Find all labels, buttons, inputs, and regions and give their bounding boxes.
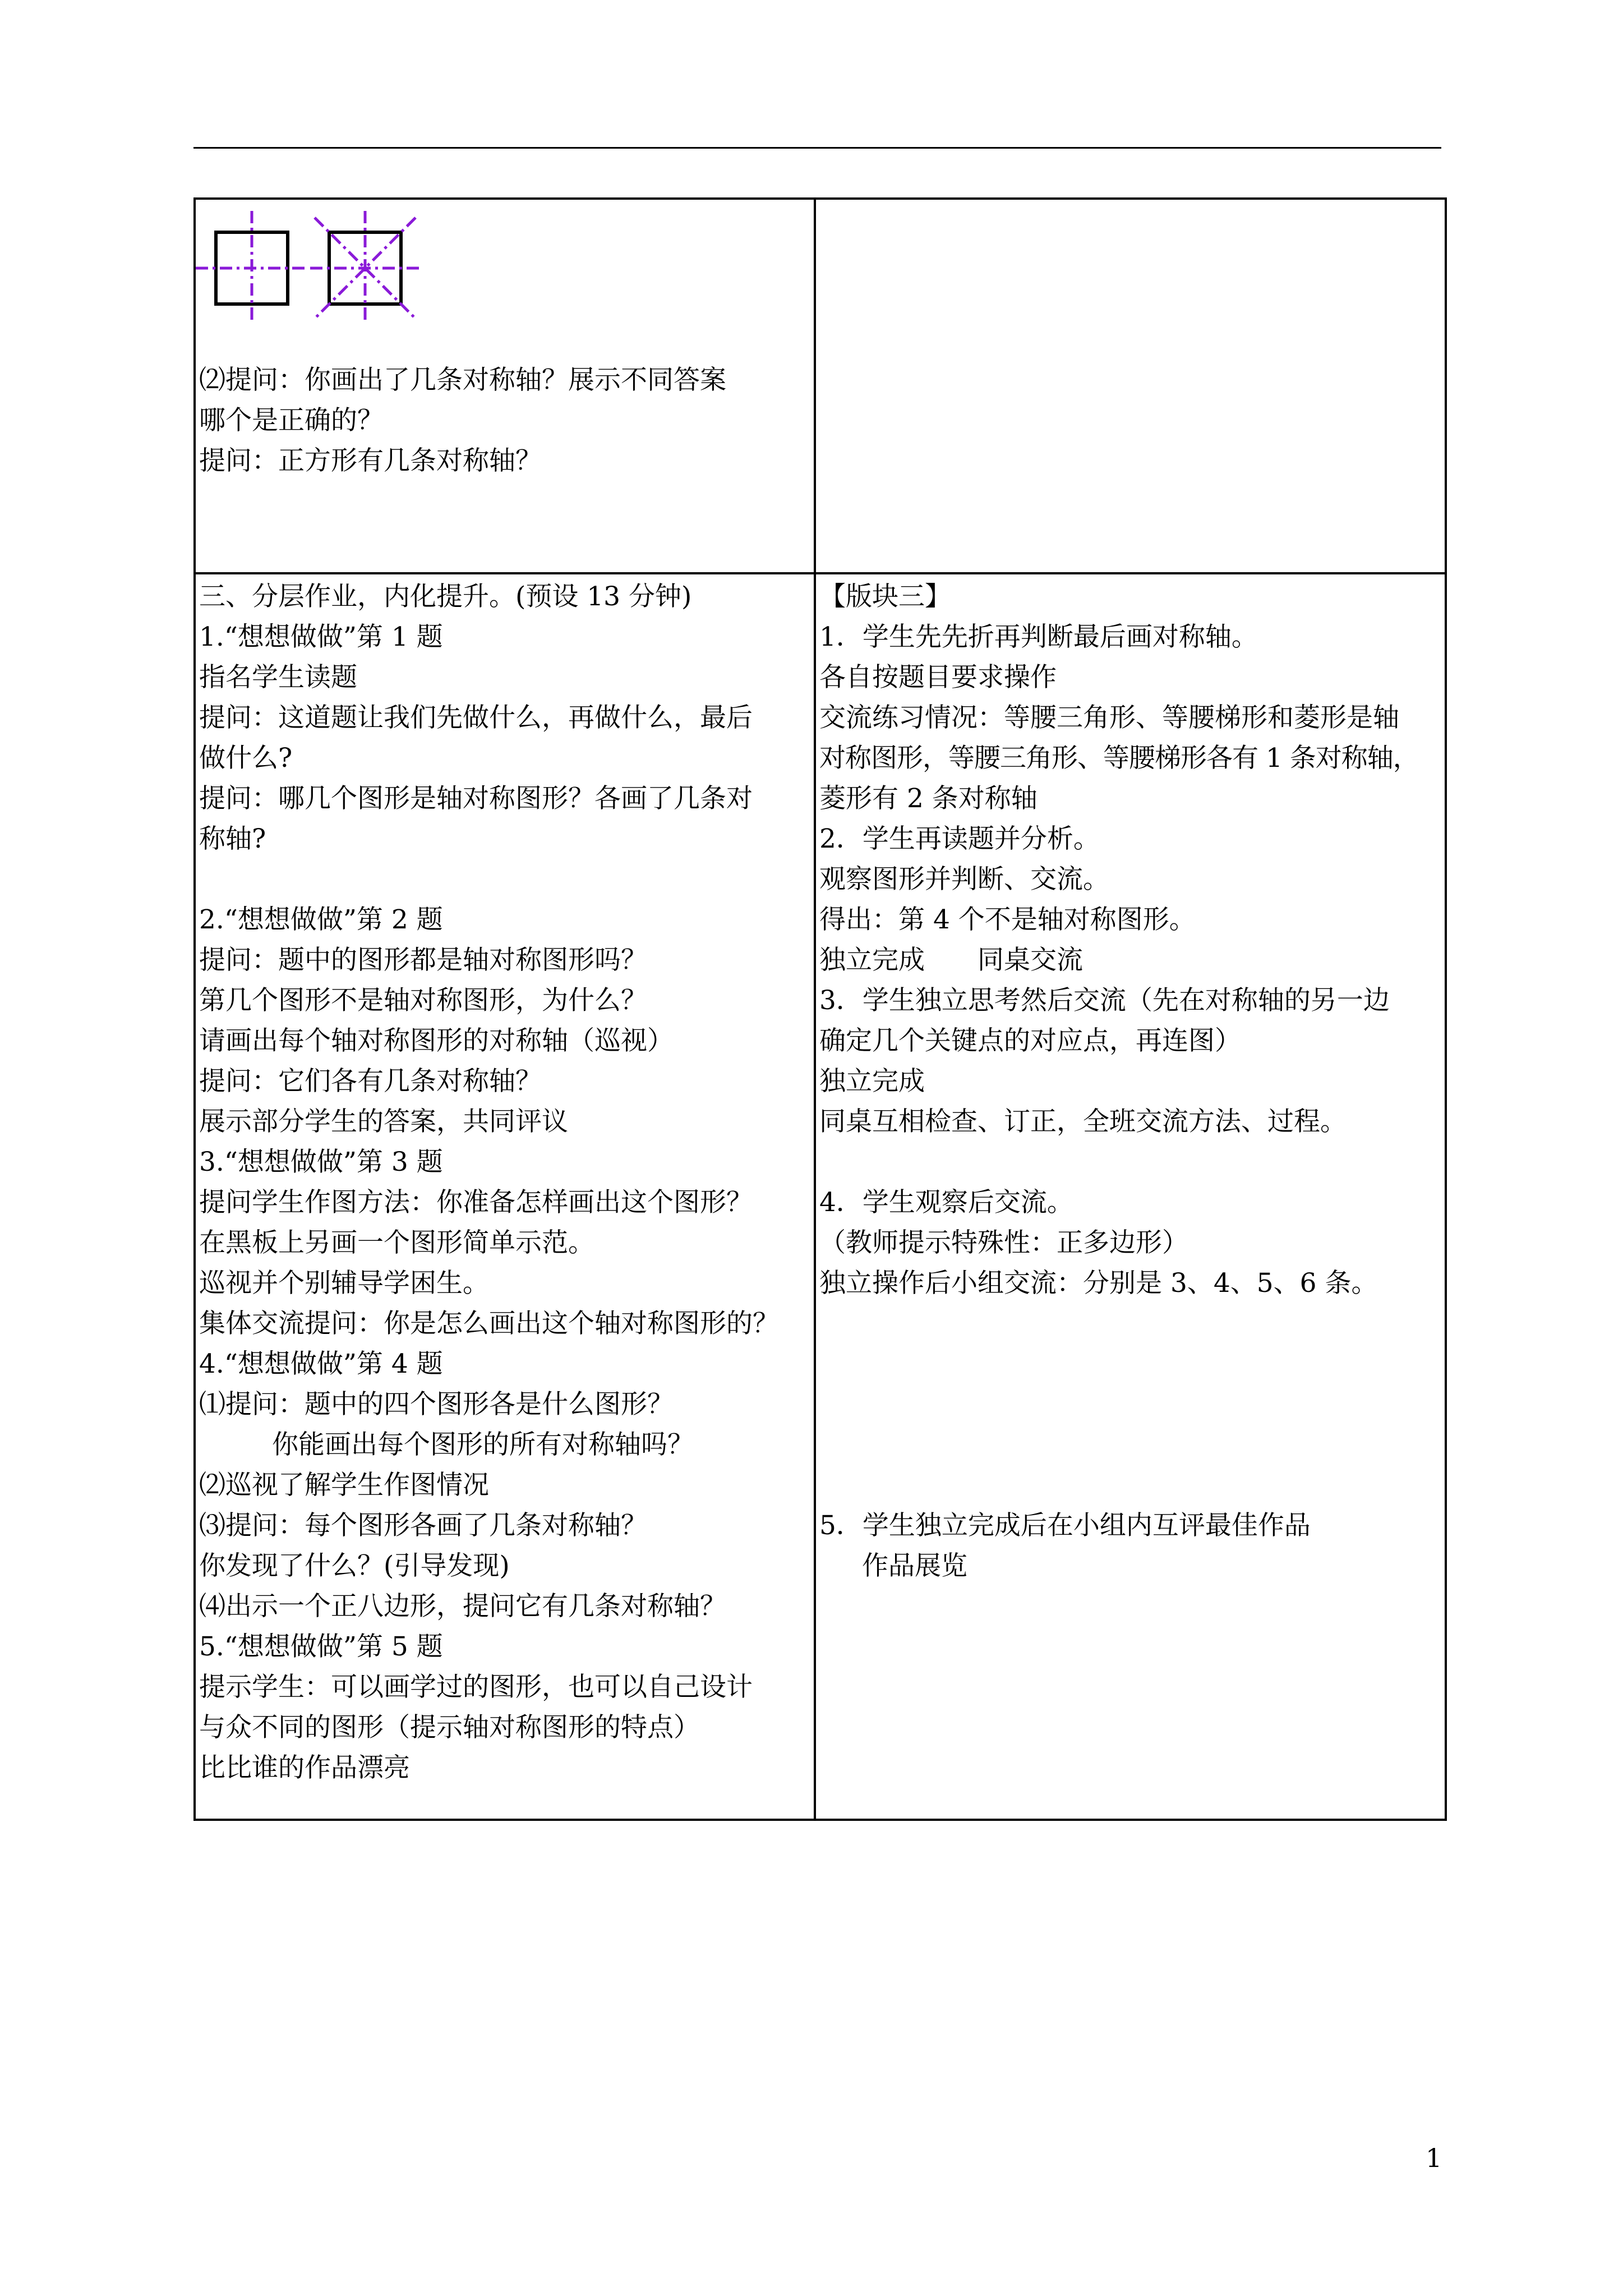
text-line: 作品展览 (862, 1550, 967, 1581)
text-line: 同桌互相检查、订正，全班交流方法、过程。 (819, 1106, 1347, 1137)
text-line: 提问：它们各有几条对称轴？ (199, 1066, 542, 1097)
text-line: 提问：这道题让我们先做什么，再做什么，最后 (199, 702, 753, 733)
blank-line (819, 1465, 1445, 1506)
text-line: 交流练习情况：等腰三角形、等腰梯形和菱形是轴 (819, 702, 1399, 733)
text-line: 比比谁的作品漂亮 (199, 1752, 410, 1783)
lesson-table (193, 197, 1447, 1821)
blank-line (819, 1304, 1445, 1344)
text-line: ⑵巡视了解学生作图情况 (199, 1470, 489, 1501)
text-line: 提问学生作图方法：你准备怎样画出这个图形？ (199, 1187, 753, 1218)
text-line: 独立完成 同桌交流 (819, 945, 1083, 976)
text-line: 与众不同的图形（提示轴对称图形的特点） (199, 1712, 700, 1743)
text-line: 独立操作后小组交流：分别是 3、4、5、6 条。 (819, 1268, 1378, 1299)
text-line: 指名学生读题 (199, 662, 357, 693)
text-line: 独立完成 (819, 1066, 925, 1097)
text-line: 集体交流提问：你是怎么画出这个轴对称图形的？ (199, 1308, 779, 1339)
text-line: 巡视并个别辅导学困生。 (199, 1268, 489, 1299)
text-line: 5．学生独立完成后在小组内互评最佳作品 (819, 1510, 1311, 1541)
text-line: 菱形有 2 条对称轴 (819, 783, 1038, 814)
text-line: 观察图形并判断、交流。 (819, 864, 1109, 895)
text-line: 称轴? (199, 823, 266, 854)
text-line: ⑷出示一个正八边形，提问它有几条对称轴？ (199, 1591, 726, 1622)
text-line: ⑵提问：你画出了几条对称轴？展示不同答案 (199, 365, 726, 395)
text-line: 2．学生再读题并分析。 (819, 823, 1100, 854)
text-line: 第几个图形不是轴对称图形，为什么？ (199, 985, 647, 1016)
text-line: ⑴提问：题中的四个图形各是什么图形？ (199, 1389, 674, 1420)
square-axes-svg (196, 203, 454, 360)
text-line: 2.“想想做做”第 2 题 (199, 904, 443, 935)
text-line: 1.“想想做做”第 1 题 (199, 622, 443, 652)
text-line: 各自按题目要求操作 (819, 662, 1057, 693)
blank-line (199, 859, 814, 900)
text-line: ⑶提问：每个图形各画了几条对称轴？ (199, 1510, 647, 1541)
text-line: 展示部分学生的答案，共同评议 (199, 1106, 568, 1137)
table-row (195, 573, 1446, 1820)
text-line: 请画出每个轴对称图形的对称轴（巡视） (199, 1025, 674, 1056)
row2-left-cell (195, 573, 815, 1820)
text-line: 提问：题中的图形都是轴对称图形吗？ (199, 945, 647, 976)
text-line: 提示学生：可以画学过的图形，也可以自己设计 (199, 1672, 753, 1703)
text-line: 4．学生观察后交流。 (819, 1187, 1073, 1218)
text-line: 提问：哪几个图形是轴对称图形？各画了几条对 (199, 783, 753, 814)
text-line: 3．学生独立思考然后交流（先在对称轴的另一边 (819, 985, 1390, 1016)
blank-line (819, 1142, 1445, 1182)
square-symmetry-figures (199, 203, 814, 360)
text-line: 确定几个关键点的对应点，再连图） (819, 1025, 1241, 1056)
header-rule (193, 147, 1441, 149)
section-title: 三、分层作业，内化提升。(预设 13 分钟) (199, 581, 692, 612)
blank-line (819, 1384, 1445, 1425)
row2-right-cell (815, 573, 1446, 1820)
row1-right-cell (815, 199, 1446, 573)
text-line: 对称图形，等腰三角形、等腰梯形各有 1 条对称轴， (819, 743, 1419, 774)
blank-line (819, 1425, 1445, 1465)
text-line: 哪个是正确的？ (199, 405, 384, 436)
page-number: 1 (1426, 2143, 1442, 2173)
text-line: 4.“想想做做”第 4 题 (199, 1349, 443, 1379)
text-line: 做什么? (199, 743, 293, 774)
text-line: 在黑板上另画一个图形简单示范。 (199, 1227, 594, 1258)
text-line: 3.“想想做做”第 3 题 (199, 1147, 443, 1177)
text-line: 5.“想想做做”第 5 题 (199, 1631, 443, 1662)
text-line: 提问：正方形有几条对称轴？ (199, 445, 542, 476)
text-line: 得出：第 4 个不是轴对称图形。 (819, 904, 1196, 935)
blank-line (819, 1344, 1445, 1384)
section-title: 【版块三】 (819, 581, 951, 612)
table-row (195, 199, 1446, 573)
text-line: 你能画出每个图形的所有对称轴吗？ (272, 1429, 694, 1460)
text-line: （教师提示特殊性：正多边形） (819, 1227, 1188, 1258)
text-line: 1．学生先先折再判断最后画对称轴。 (819, 622, 1258, 652)
row1-left-cell (195, 199, 815, 573)
text-line: 你发现了什么？(引导发现) (199, 1550, 510, 1581)
